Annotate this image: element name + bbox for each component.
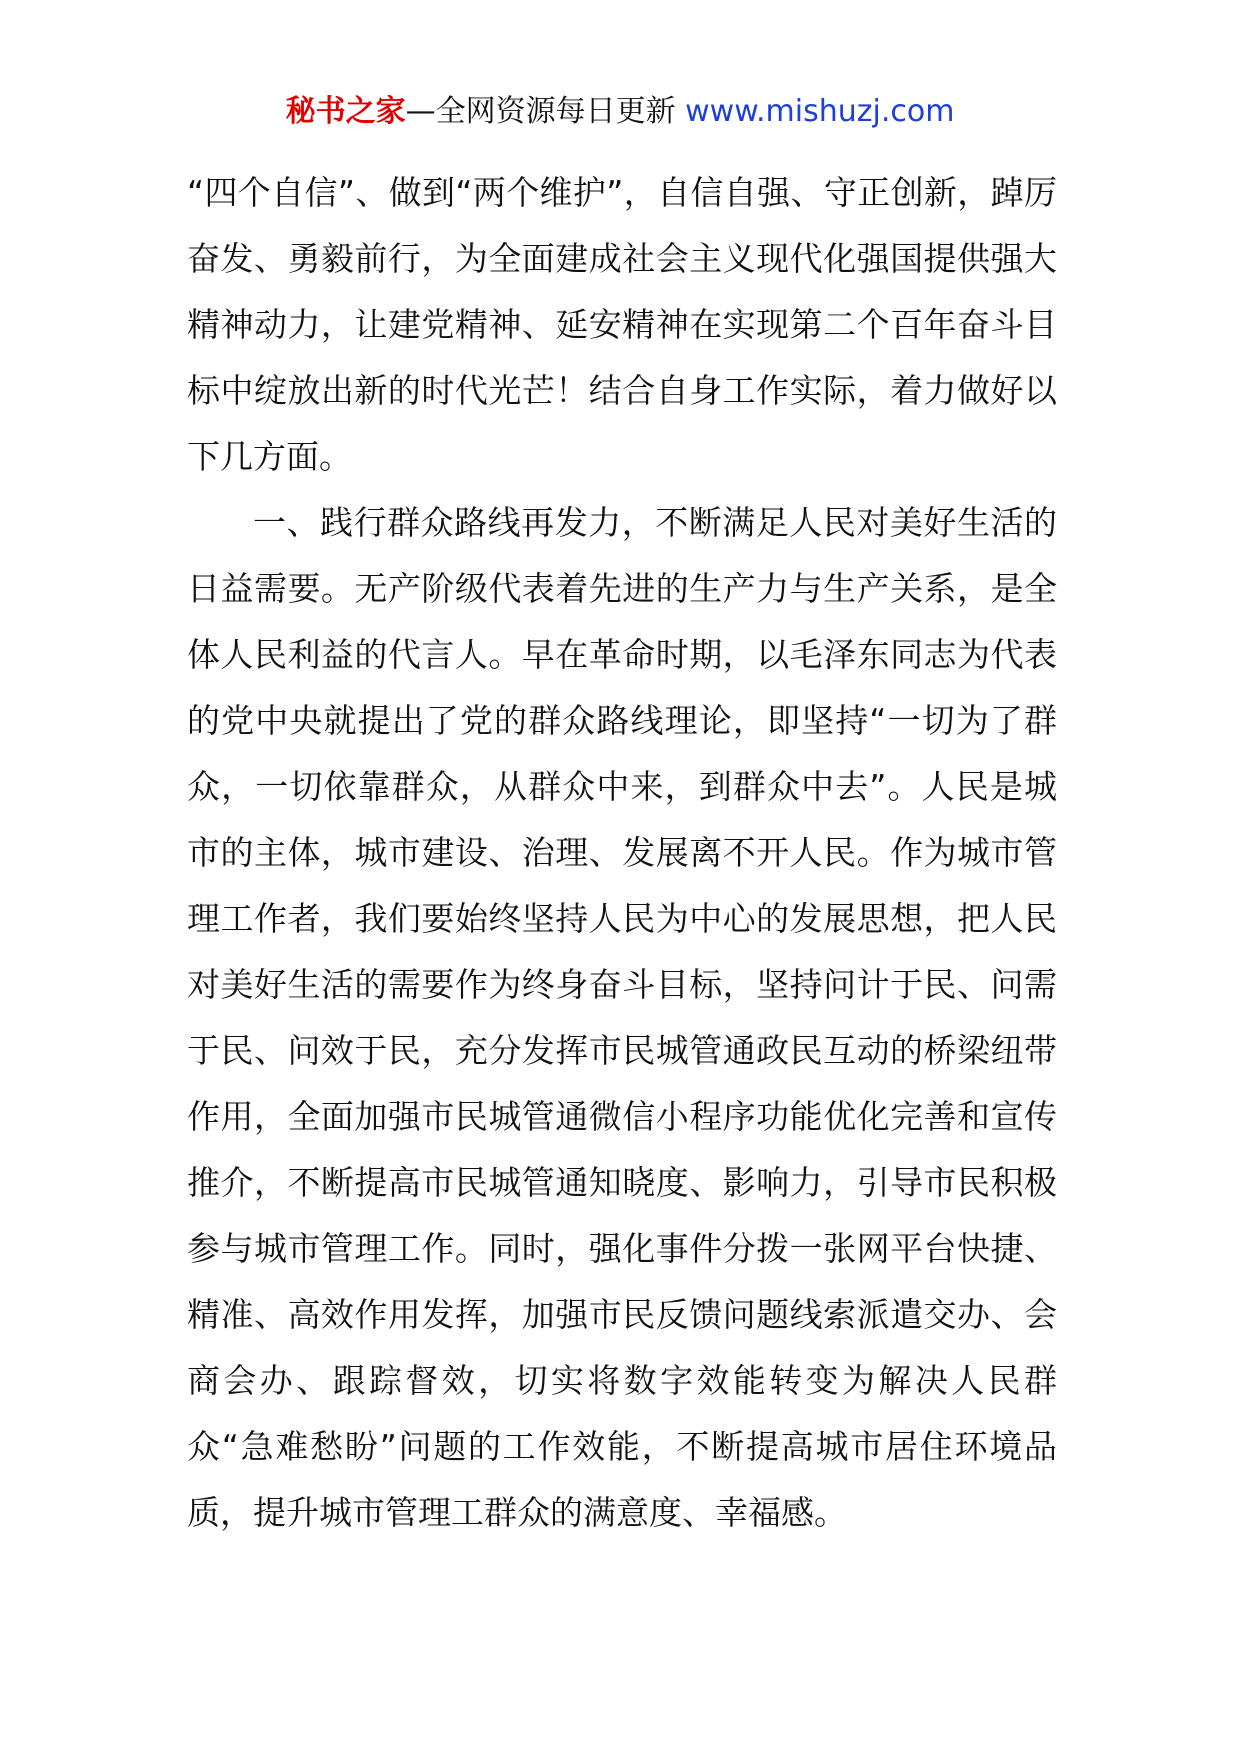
paragraph-continuation: “四个自信”、做到“两个维护”，自信自强、守正创新，踔厉奋发、勇毅前行，为全面建成社会主义现代化强国提供强大精神动力，让建党精神、延安精神在实现第二个百年奋斗目标中绽放出新的时代光芒！结合自身工作实际，着力做好以下几方面。 xyxy=(187,173,1057,476)
document-body xyxy=(187,160,1057,1546)
paragraph-section-one: 一、践行群众路线再发力，不断满足人民对美好生活的日益需要。无产阶级代表着先进的生产力与生产关系，是全体人民利益的代言人。早在革命时期，以毛泽东同志为代表的党中央就提出了党的群众路线理论，即坚持“一切为了群众，一切依靠群众，从群众中来，到群众中去”。人民是城市的主体，城市建设、治理、发展离不开人民。作为城市管理工作者，我们要始终坚持人民为中心的发展思想，把人民对美好生活的需要作为终身奋斗目标，坚持问计于民、问需于民、问效于民，充分发挥市民城管通政民互动的桥梁纽带作用，全面加强市民城管通微信小程序功能优化完善和宣传推介，不断提高市民城管通知晓度、影响力，引导市民积极参与城市管理工作。同时，强化事件分拨一张网平台快捷、精准、高效作用发挥，加强市民反馈问题线索派遣交办、会商会办、跟踪督效，切实将数字效能转变为解决人民群众“急难愁盼”问题的工作效能，不断提高城市居住环境品质，提升城市管理工群众的满意度、幸福感。 xyxy=(187,503,1057,1532)
page-header xyxy=(0,90,1240,134)
header-url-link[interactable]: www.mishuzj.com xyxy=(685,94,955,129)
header-tagline: —全网资源每日更新 xyxy=(405,94,686,129)
header-brand: 秘书之家 xyxy=(285,94,406,129)
